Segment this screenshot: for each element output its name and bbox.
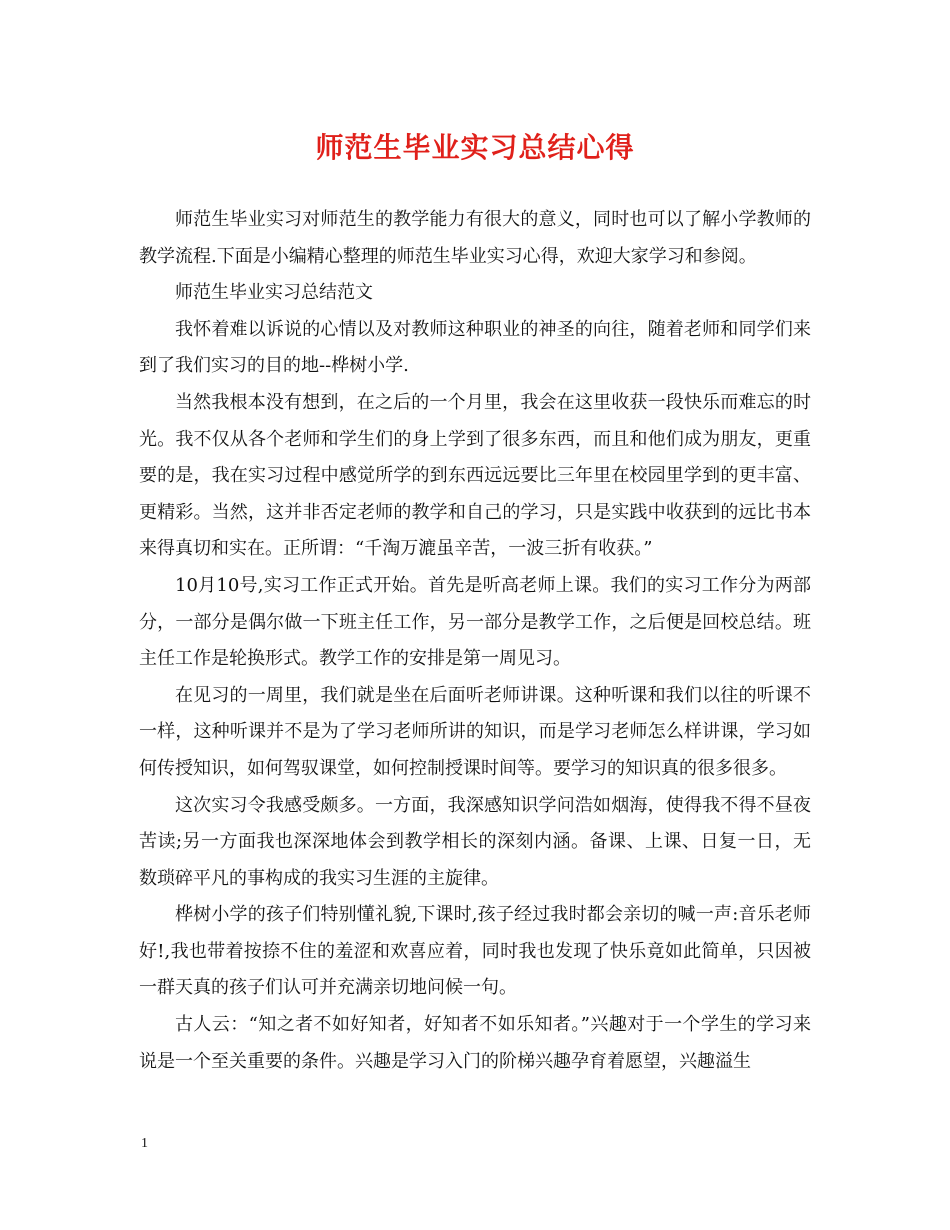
paragraph: 我怀着难以诉说的心情以及对教师这种职业的神圣的向往，随着老师和同学们来到了我们实习的目的地--桦树小学. xyxy=(139,318,811,377)
page-number: 1 xyxy=(141,1136,148,1151)
paragraph-intro: 师范生毕业实习对师范生的教学能力有很大的意义，同时也可以了解小学教师的教学流程.下面是小编精心整理的师范生毕业实习心得，欢迎大家学习和参阅。 xyxy=(139,209,811,267)
document-title: 师范生毕业实习总结心得 xyxy=(315,131,635,164)
paragraph: 10月10号,实习工作正式开始。首先是听高老师上课。我们的实习工作分为两部分，一部分是偶尔做一下班主任工作，另一部分是教学工作，之后便是回校总结。班主任工作是轮换形式。教学工作的安排是第一周见习。 xyxy=(139,574,811,670)
paragraph: 这次实习令我感受颇多。一方面，我深感知识学问浩如烟海，使得我不得不昼夜苦读;另一方面我也深深地体会到教学相长的深刻内涵。备课、上课、日复一日，无数琐碎平凡的事构成的我实习生涯的主旋律。 xyxy=(139,794,811,889)
paragraph-subtitle: 师范生毕业实习总结范文 xyxy=(175,282,373,304)
paragraph: 古人云：“知之者不如好知者，好知者不如乐知者。”兴趣对于一个学生的学习来说是一个至关重要的条件。兴趣是学习入门的阶梯兴趣孕育着愿望，兴趣溢生 xyxy=(139,1014,811,1072)
paragraph: 当然我根本没有想到，在之后的一个月里，我会在这里收获一段快乐而难忘的时光。我不仅从各个老师和学生们的身上学到了很多东西，而且和他们成为朋友，更重要的是，我在实习过程中感觉所学的到东西远远要比三年里在校园里学到的更丰富、更精彩。当然，这并非否定老师的教学和自己的学习，只是实践中收获到的远比书本来得真切和实在。正所谓：“千淘万漉虽辛苦，一波三折有收获。” xyxy=(139,391,811,560)
paragraph: 桦树小学的孩子们特别懂礼貌,下课时,孩子经过我时都会亲切的喊一声:音乐老师好!,我也带着按捺不住的羞涩和欢喜应着，同时我也发现了快乐竟如此简单，只因被一群天真的孩子们认可并充满亲切地问候一句。 xyxy=(139,904,811,999)
paragraph: 在见习的一周里，我们就是坐在后面听老师讲课。这种听课和我们以往的听课不一样，这种听课并不是为了学习老师所讲的知识，而是学习老师怎么样讲课，学习如何传授知识，如何驾驭课堂，如何控制授课时间等。要学习的知识真的很多很多。 xyxy=(139,684,811,779)
document-body xyxy=(139,202,811,1080)
